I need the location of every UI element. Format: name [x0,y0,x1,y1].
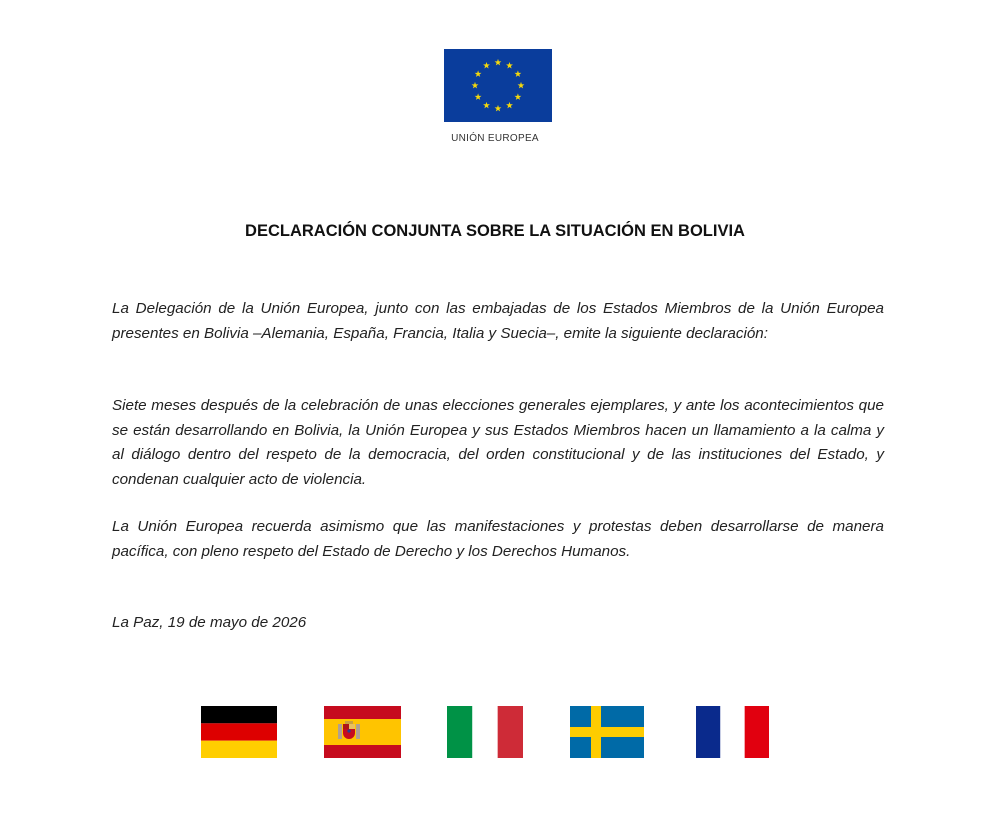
eu-star-icon [518,82,525,89]
eu-flag-icon [444,49,552,122]
eu-star-icon [472,82,479,89]
page-title: DECLARACIÓN CONJUNTA SOBRE LA SITUACIÓN EN BOLIVIA [245,222,745,240]
eu-star-icon [495,59,502,66]
paragraph-reminder: La Unión Europea recuerda asimismo que las manifestaciones y protestas deben desarrollarse de manera pacífica, con pleno respeto del Estado de Derecho y los Derechos Humanos. [112,518,884,560]
eu-star-icon [506,102,513,109]
place-date: La Paz, 19 de mayo de 2026 [112,614,307,631]
germany-flag-icon [201,706,277,758]
eu-star-icon [475,70,482,77]
spain-flag-icon [324,706,401,758]
eu-caption: UNIÓN EUROPEA [451,133,539,144]
eu-star-icon [483,62,490,69]
paragraph-statement: Siete meses después de la celebración de unas elecciones generales ejemplares, y ante los acontecimientos que se están desarrollando en Bolivia, la Unión Europea y sus Estados Miembros hacen un llamamiento a la calma y al diálogo dentro del respeto de la democracia, del orden constitucional y de las instituciones del Estado, y condenan cualquier acto de violencia. [112,397,884,488]
eu-star-icon [475,93,482,100]
eu-star-icon [495,105,502,112]
eu-star-icon [514,70,521,77]
eu-star-icon [514,93,521,100]
sweden-flag-icon [570,706,644,758]
eu-star-icon [506,62,513,69]
france-flag-icon [696,706,769,758]
italy-flag-icon [447,706,523,758]
paragraph-intro: La Delegación de la Unión Europea, junto con las embajadas de los Estados Miembros de la Unión Europea presentes en Bolivia –Alemania, España, Francia, Italia y Suecia–, emite la siguiente declaración: [112,300,884,342]
eu-star-icon [483,102,490,109]
